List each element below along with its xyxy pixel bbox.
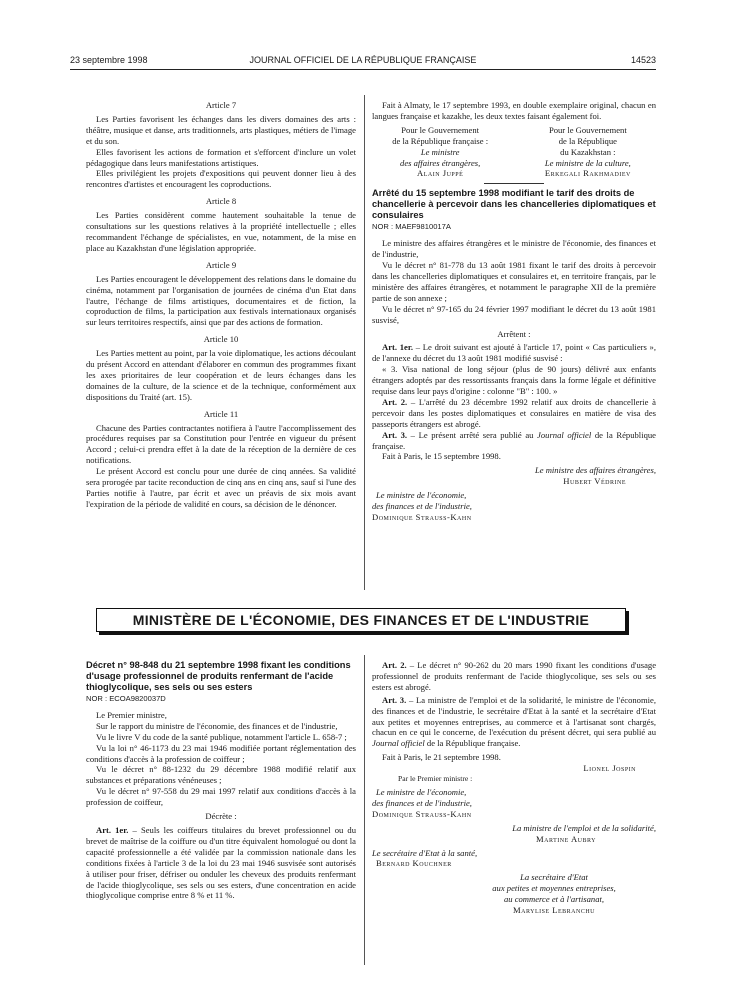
arrete-article-1-quote: « 3. Visa national de long séjour (plus de 90 jours) délivré aux enfants étrangers adoptés par des ressortissants français dans la forme légale et définitive requise dans leur pays d'origine : colonne "B" : 100. » — [372, 364, 656, 397]
article-8-title: Article 8 — [205, 196, 237, 207]
signatory-name: Erkegali Rakhmadiev — [544, 168, 631, 179]
arrete-nor: NOR : MAEF9810017A — [372, 222, 451, 232]
signatory-role: Le ministre des affaires étrangères, — [534, 465, 656, 476]
left-column-bottom — [86, 660, 356, 901]
arrete-para: Vu le décret n° 97-165 du 24 février 1997 modifiant le décret du 13 août 1981 susvisé, — [372, 303, 656, 325]
signatory-name: Dominique Strauss-Kahn — [372, 808, 472, 819]
decret-title: Décret n° 98-848 du 21 septembre 1998 fixant les conditions d'usage professionnel de produits renfermant de l'acide thioglycolique, ses sels ou ses esters — [86, 660, 351, 692]
signatory-name: Dominique Strauss-Kahn — [372, 512, 472, 522]
treaty-signatures — [372, 125, 656, 180]
article-9-title: Article 9 — [205, 259, 237, 270]
decret-para: Vu la loi n° 46-1173 du 23 mai 1946 modifiée portant réglementation des conditions d'accès à la profession de coiffeur ; — [86, 742, 356, 764]
decret-para: Sur le rapport du ministre de l'économie, des finances et de l'industrie, — [96, 720, 338, 731]
arrete-title: Arrêté du 15 septembre 1998 modifiant le tarif des droits de chancellerie à percevoir dans les chancelleries diplomatiques et consulaires — [372, 188, 656, 221]
article-8-para: Les Parties considèrent comme hautement souhaitable la tenue de consultations sur les questions relatives à la propriété intellectuelle ; elles recommandent l'échange de spécialistes, en vue, notamment, de la mise en place au Kazakhstan d'une législation appropriée. — [86, 210, 356, 253]
right-column-bottom — [372, 660, 656, 916]
signatory-role: La secrétaire d'Etat — [520, 872, 588, 883]
signatory-role: Le ministre de l'économie, — [376, 786, 467, 797]
arrete-para: Le ministre des affaires étrangères et le ministre de l'économie, des finances et de l'industrie, — [372, 238, 656, 260]
signatory-role: des finances et de l'industrie, — [372, 501, 472, 512]
arrete-article-2: Art. 2. – L'arrêté du 23 décembre 1992 relatif aux droits de chancellerie à percevoir dans les postes diplomatiques et consulaires en matière de visa des passeports étrangers est abrogé. — [372, 396, 656, 429]
decret-article-2: Art. 2. – Le décret n° 90-262 du 20 mars 1990 fixant les conditions d'usage professionnel de produits renfermant de l'acide thioglycolique, ses sels ou ses esters est abrogé. — [372, 660, 657, 692]
signatory-role: des finances et de l'industrie, — [372, 797, 472, 808]
article-11-para: Le présent Accord est conclu pour une durée de cinq années. Sa validité sera prorogée par tacite reconduction de cinq ans en cinq ans, sauf si l'une des Parties notifie à l'autre, par écrit et avec un préavis de six mois avant l'expiration de la période de validité en cours, sa décision de le dénoncer. — [86, 466, 356, 509]
header-page-number: 14523 — [630, 55, 656, 65]
decret-nor: NOR : ECOA9820037D — [86, 694, 166, 703]
article-9-para: Les Parties encouragent le développement des relations dans le domaine du cinéma, notamment par l'organisation de journées de cinéma d'un Etat dans l'autre, l'échange de films artistiques, documentaires et de fiction, la coproduction de films, la participation aux festivals internationaux organisés sur leurs territoires respectifs, ainsi que par des actions de formation. — [86, 273, 356, 328]
decret-article-1: Art. 1er. – Seuls les coiffeurs titulaires du brevet professionnel ou du brevet de maîtrise de la coiffure ou d'un titre équivalent homologué ou dont la capacité professionnelle a été validée par la commission nationale dans les conditions fixées à l'article 3 de la loi du 23 mai 1946 susvisée sont autorisés à utiliser pour friser, défriser ou onduler les cheveux des produits renfermant de l'acide thioglycolique, ses sels ou ses esters, d'une concentration en acide thioglycolique comprise entre 8 % et 11 %. — [86, 824, 356, 901]
signatory-name: Alain Juppé — [417, 168, 464, 179]
signatory-role: Le secrétaire d'Etat à la santé, — [372, 847, 478, 858]
page-header — [70, 55, 656, 69]
treaty-done-at: Fait à Almaty, le 17 septembre 1993, en double exemplaire original, chacun en langues française et kazakhe, les deux textes faisant également foi. — [372, 100, 656, 121]
signatory-name: Lionel Jospin — [583, 763, 636, 774]
article-7-para: Elles privilégient les projets d'expositions qui peuvent donner lieu à des rencontres d'artistes et encouragent les coproductions. — [86, 168, 356, 190]
arrete-fait: Fait à Paris, le 15 septembre 1998. — [382, 451, 501, 462]
header-rule — [70, 69, 656, 70]
ministry-banner: MINISTÈRE DE L'ÉCONOMIE, DES FINANCES ET DE L'INDUSTRIE — [96, 608, 626, 632]
signature-france: Pour le Gouvernement de la République française : Le ministre des affaires étrangères, Alain Juppé — [372, 125, 508, 180]
decret-article-3: Art. 3. – La ministre de l'emploi et de la solidarité, le ministre de l'économie, des finances et de l'industrie, le secrétaire d'Etat à la santé et la secrétaire d'Etat aux petites et moyennes entreprises, au commerce et à l'artisanat sont chargés, chacun en ce qui le concerne, de l'exécution du présent décret, qui sera publié au Journal officiel de la République française. — [372, 694, 657, 749]
decret-fait: Fait à Paris, le 21 septembre 1998. — [382, 752, 501, 763]
decret-para: Vu le décret n° 88-1232 du 29 décembre 1988 modifié relatif aux substances et préparations vénéneuses ; — [86, 764, 356, 786]
arretent-heading: Arrêtent : — [497, 328, 531, 339]
decret-para: Vu le livre V du code de la santé publique, notamment l'article L. 658-7 ; — [96, 731, 347, 742]
decret-para: Le Premier ministre, — [96, 709, 167, 720]
left-column-top — [86, 100, 356, 510]
arrete-article-1: Art. 1er. – Le droit suivant est ajouté à l'article 17, point « Cas particuliers », de l'annexe du décret du 13 août 1981 modifié susvisé : — [372, 342, 657, 364]
decrete-heading: Décrète : — [205, 811, 237, 822]
signatory-role: au commerce et à l'artisanat, — [503, 894, 605, 905]
arrete-article-3: Art. 3. – Le présent arrêté sera publié au Journal officiel de la République française. — [372, 429, 656, 451]
separator — [484, 183, 544, 184]
signatory-role: La ministre de l'emploi et de la solidarité, — [512, 822, 656, 833]
header-date: 23 septembre 1998 — [70, 55, 148, 65]
article-11-title: Article 11 — [203, 408, 239, 419]
article-11-para: Chacune des Parties contractantes notifiera à l'autre l'accomplissement des procédures requises par sa Constitution pour l'entrée en vigueur du présent Accord ; celui-ci prendra effet à la date de la réception de la dernière de ces notifications. — [86, 422, 356, 466]
column-divider-bottom — [364, 655, 365, 965]
article-7-para: Les Parties favorisent les échanges dans les divers domaines des arts : théâtre, musique et danse, arts traditionnels, arts plastiques, métiers de l'image et du son. — [86, 113, 356, 146]
article-10-para: Les Parties mettent au point, par la voie diplomatique, les actions découlant du présent Accord en attendant d'élaborer en commun des programmes fixant les axes prioritaires de leur coopération et de leurs échanges dans les domaines de la culture, de la science et de la technique, conformément aux dispositions du Traité (art. 15). — [86, 348, 356, 402]
signatory-name: Martine Aubry — [536, 833, 596, 844]
signatory-name: Marylise Lebranchu — [512, 905, 596, 916]
right-column-top — [372, 100, 656, 523]
signatory-name: Bernard Kouchner — [376, 858, 452, 869]
signatory-role: aux petites et moyennes entreprises, — [492, 883, 616, 894]
column-divider-top — [364, 95, 365, 590]
article-7-para: Elles favorisent les actions de formation et s'efforcent d'inclure un volet pédagogique dans leurs manifestations artistiques. — [86, 146, 356, 168]
article-10-title: Article 10 — [203, 334, 239, 345]
article-7-title: Article 7 — [205, 100, 237, 110]
decret-para: Vu le décret n° 97-558 du 29 mai 1997 relatif aux conditions d'accès à la profession de coiffeur, — [86, 786, 356, 808]
arrete-para: Vu le décret n° 81-778 du 13 août 1981 fixant le tarif des droits à percevoir dans les chancelleries diplomatiques et consulaires et, en territoire français, par le ministère des affaires étrangères, et notamment le paragraphe XII de la première partie de son annexe ; — [372, 260, 656, 303]
header-journal-title: JOURNAL OFFICIEL DE LA RÉPUBLIQUE FRANÇAISE — [249, 55, 477, 65]
signatory-role: Par le Premier ministre : — [398, 774, 473, 784]
signatory-role: Le ministre de l'économie, — [376, 490, 467, 501]
signatory-name: Hubert Védrine — [563, 476, 626, 487]
signature-kazakhstan: Pour le Gouvernement de la République du Kazakhstan : Le ministre de la culture, Erkegali Rakhmadiev — [520, 125, 656, 180]
